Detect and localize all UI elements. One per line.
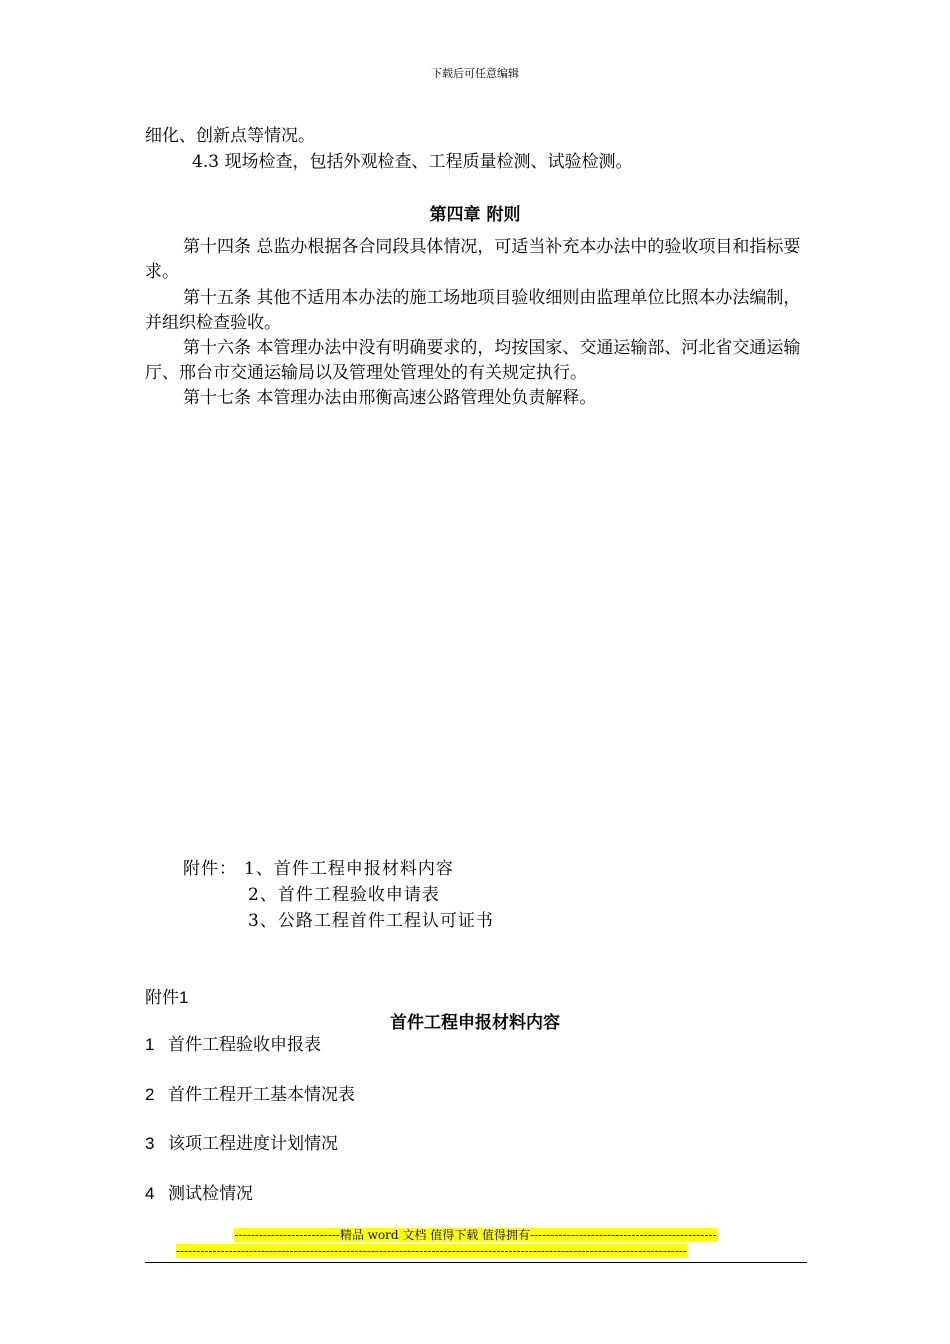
list-item: 首件工程开工基本情况表 [168,1085,355,1104]
chapter-title: 第四章 附则 [429,205,521,225]
footer-banner-text: --------------------------精品 word 文档 值得下载 值得拥有---------------------------------------------- [234,1228,717,1242]
appendix-label: 附件1 [145,988,189,1007]
article-17: 第十七条 本管理办法由邢衡高速公路管理处负责解释。 [183,388,597,408]
list-item-number: 4 [145,1184,155,1203]
list-item-number: 2 [145,1085,155,1104]
list-item: 首件工程验收申报表 [168,1035,321,1054]
footer-banner-line-1 [176,1228,775,1243]
appendix-title: 首件工程申报材料内容 [390,1013,560,1032]
attachment-item-2: 2、首件工程验收申请表 [248,885,440,905]
article-15: 第十五条 其他不适用本办法的施工场地项目验收细则由监理单位比照本办法编制，并组织检查验收。 [145,288,801,333]
footer-banner-line-2 [176,1244,775,1259]
attachment-item-3: 3、公路工程首件工程认可证书 [248,911,494,931]
attachment-item-1: 1、首件工程申报材料内容 [244,859,454,879]
list-item: 该项工程进度计划情况 [168,1134,338,1153]
article-14: 第十四条 总监办根据各合同段具体情况，可适当补充本办法中的验收项目和指标要求。 [145,237,801,282]
article-16: 第十六条 本管理办法中没有明确要求的，均按国家、交通运输部、河北省交通运输厅、邢台市交通运输局以及管理处管理处的有关规定执行。 [145,338,801,383]
footer-rule [145,1262,807,1263]
continuation-line: 细化、创新点等情况。 [145,126,315,146]
list-item: 测试检情况 [168,1184,253,1203]
list-item-number: 1 [145,1035,155,1054]
footer-banner-dashes: ------------------------------------------------------------------------------------------------------------------------------ [176,1244,687,1258]
attachments-label: 附件： [183,859,237,879]
list-item-number: 3 [145,1134,155,1153]
item-4-3: 4.3 现场检查，包括外观检查、工程质量检测、试验检测。 [192,152,633,172]
header-note: 下载后可任意编辑 [431,67,519,80]
